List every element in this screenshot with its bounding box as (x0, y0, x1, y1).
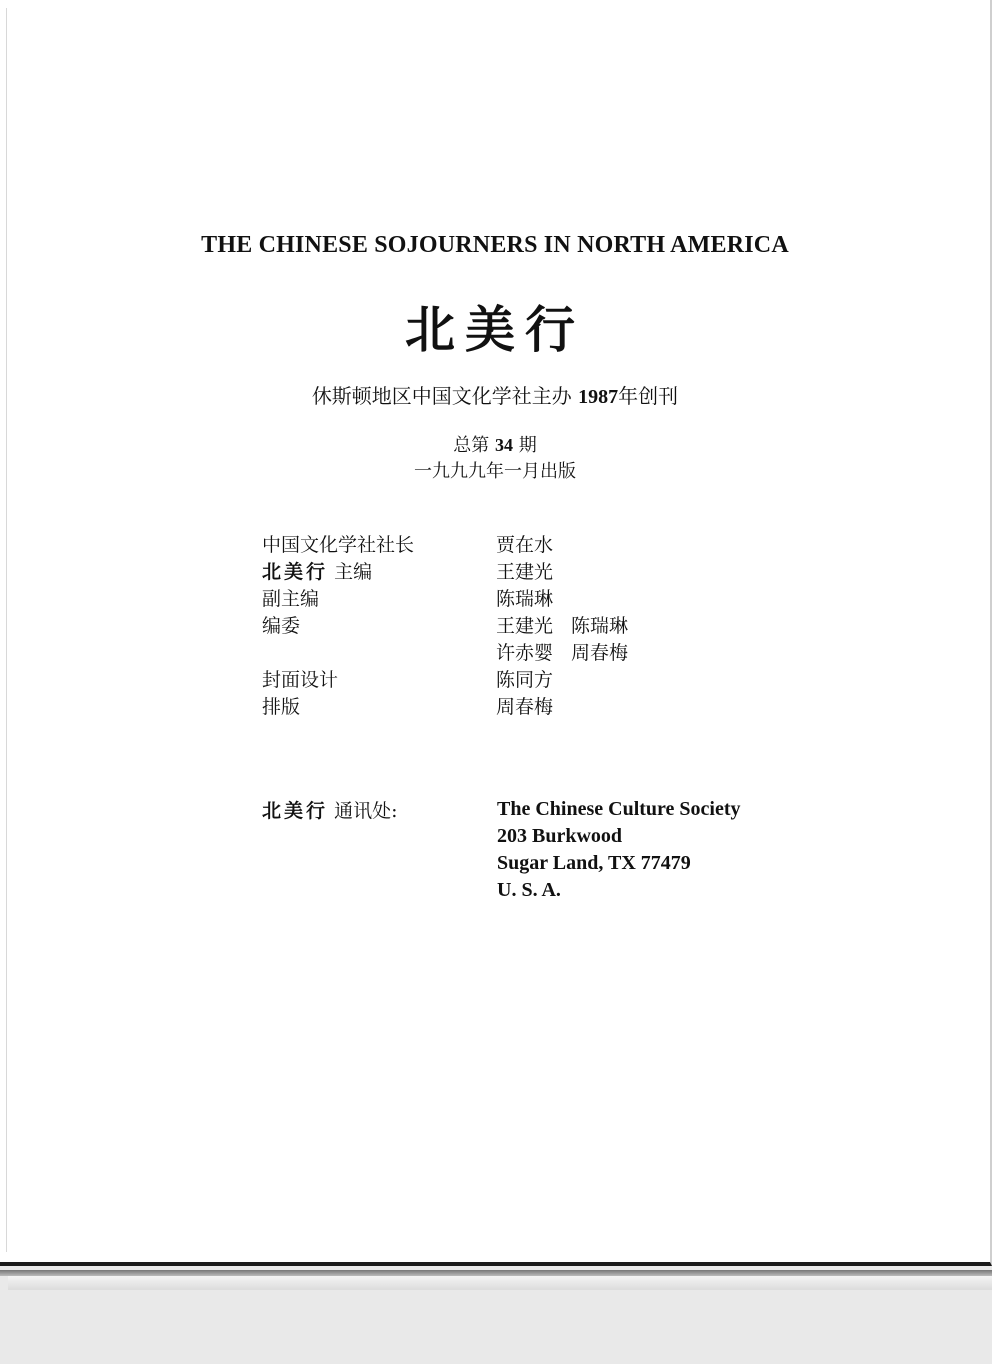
english-title: THE CHINESE SOJOURNERS IN NORTH AMERICA (201, 232, 789, 258)
underlying-page-edge (8, 1276, 992, 1290)
founding-year: 1987 (578, 386, 619, 408)
address-line: Sugar Land, TX 77479 (497, 852, 691, 874)
chinese-title: 北美行 (405, 300, 585, 359)
staff-names (496, 638, 628, 665)
address-line: 203 Burkwood (497, 825, 623, 847)
founding-text: 休斯顿地区中国文化学社主办 (311, 384, 572, 408)
contact-label-text: 通讯处: (334, 800, 398, 822)
magazine-name-calligraphy: 北美行 (262, 800, 329, 822)
staff-role: 副主编 (262, 588, 320, 610)
staff-names (496, 584, 553, 611)
magazine-name-calligraphy: 北美行 (262, 561, 329, 583)
staff-name: 许赤婴 (496, 642, 554, 664)
issue-date: 一九九九年一月出版 (414, 461, 576, 482)
staff-role (262, 557, 372, 584)
staff-names (496, 530, 553, 557)
staff-names (496, 557, 553, 584)
staff-names (496, 692, 553, 719)
staff-role: 排版 (262, 696, 301, 718)
staff-name: 周春梅 (571, 642, 629, 664)
staff-name: 陈瑞琳 (496, 588, 554, 610)
address-line: U. S. A. (497, 879, 561, 901)
issue-prefix: 总第 (453, 435, 490, 456)
address-line: The Chinese Culture Society (497, 798, 741, 820)
founding-line (0, 380, 990, 409)
staff-names (496, 665, 553, 692)
staff-role: 中国文化学社社长 (262, 534, 415, 556)
staff-name: 王建光 (496, 615, 554, 637)
founding-suffix: 年创刊 (618, 384, 679, 408)
staff-name: 周春梅 (496, 696, 554, 718)
staff-names (496, 611, 628, 638)
issue-suffix: 期 (518, 435, 537, 456)
staff-role: 编委 (262, 615, 301, 637)
staff-role-text: 主编 (334, 561, 373, 583)
staff-name: 王建光 (496, 561, 554, 583)
issue-number: 34 (495, 435, 513, 455)
contact-label (262, 796, 397, 823)
issue-info (0, 432, 990, 485)
staff-name: 陈瑞琳 (571, 615, 629, 637)
issue-number-line (0, 432, 990, 459)
mailing-address (497, 796, 741, 904)
staff-name: 陈同方 (496, 669, 554, 691)
staff-name: 贾在水 (496, 534, 554, 556)
staff-role: 封面设计 (262, 669, 339, 691)
